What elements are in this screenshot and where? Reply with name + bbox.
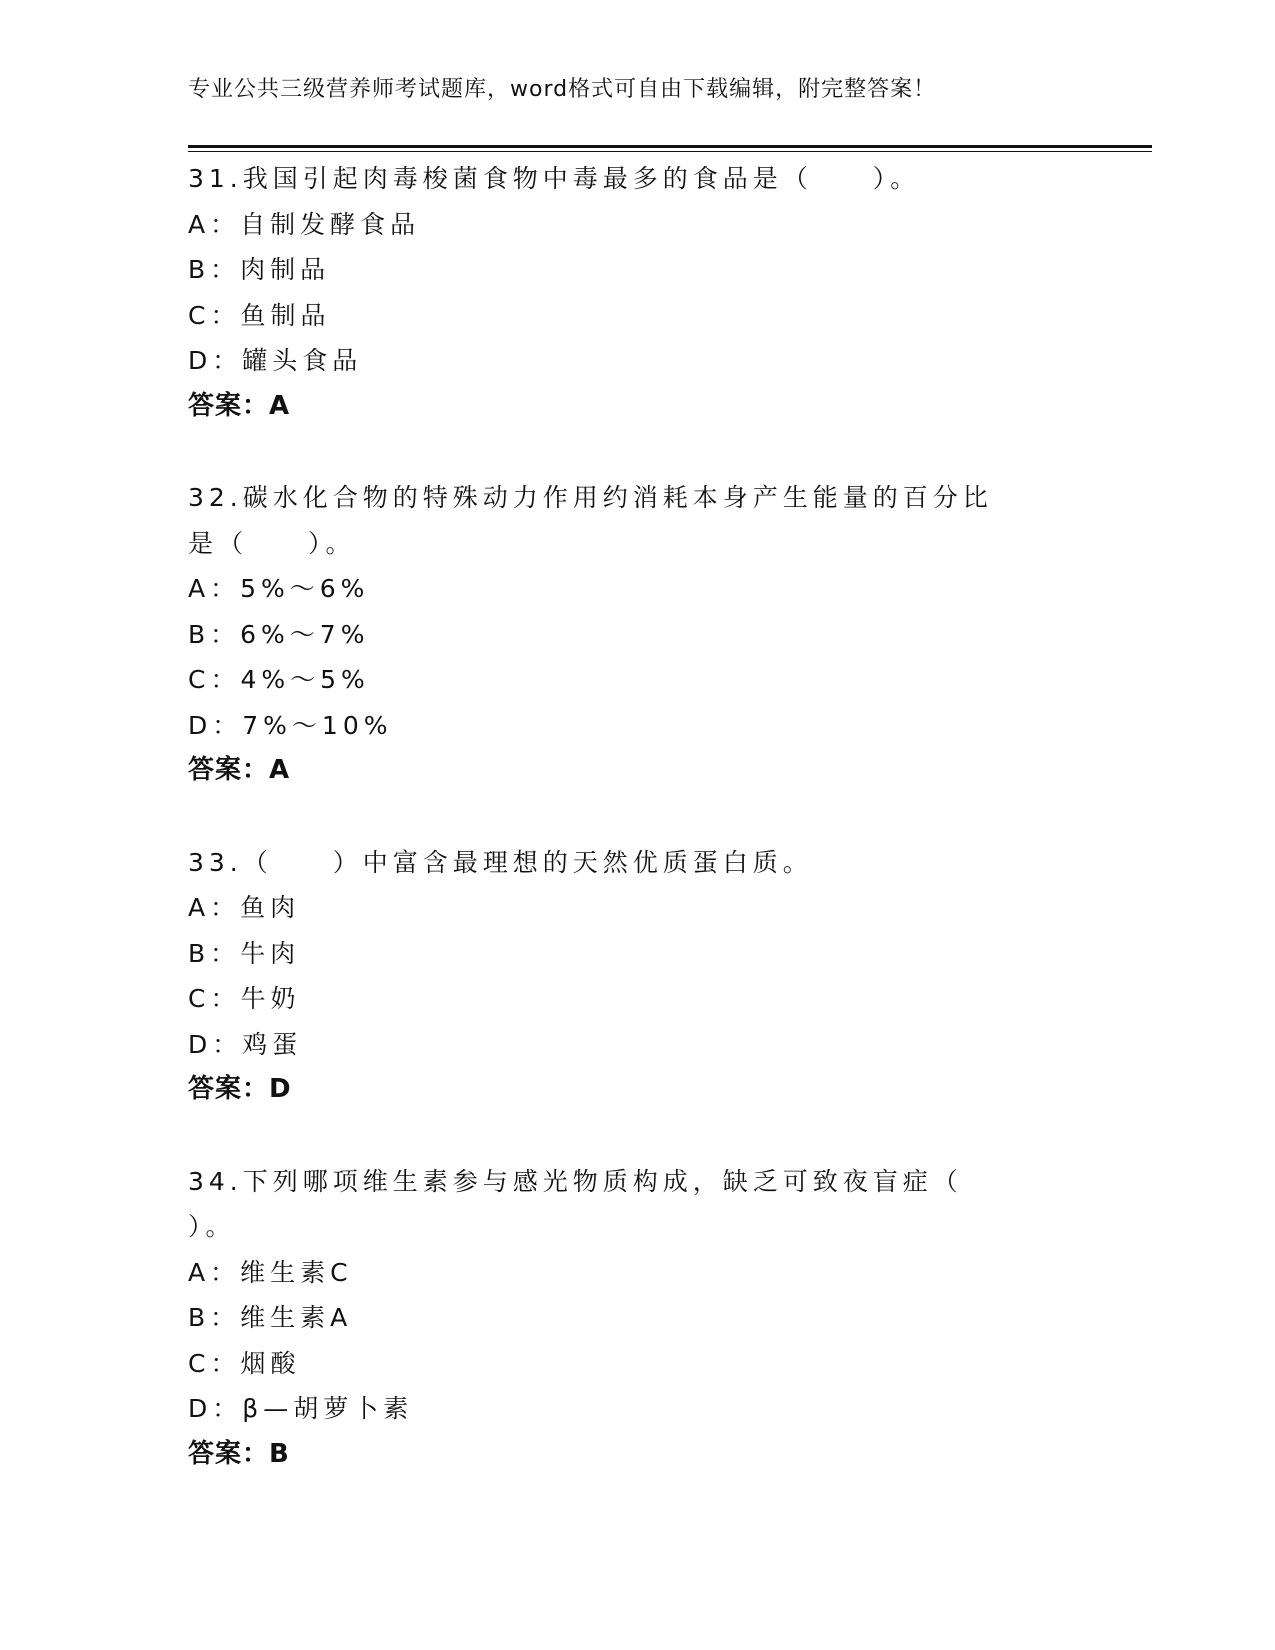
option-c: C：鱼制品 [188,300,331,330]
option-d: D：β—胡萝卜素 [188,1394,414,1423]
answer-line: 答案：A [188,390,291,421]
question-stem: 33.（ ）中富含最理想的天然优质蛋白质。 [188,847,813,877]
option-a: A：5%～6% [188,574,370,603]
question-stem: 34.下列哪项维生素参与感光物质构成，缺乏可致夜盲症（ ）。 [188,1166,1023,1241]
option-b: B：6%～7% [188,619,370,649]
option-c: C：烟酸 [188,1348,301,1378]
option-a: A：自制发酵食品 [188,209,421,239]
question-33 [188,840,1068,1113]
option-b: B：肉制品 [188,255,331,284]
option-b: B：维生素A [188,1303,353,1332]
option-d: D：7%～10% [188,710,393,740]
question-stem: 32.碳水化合物的特殊动力作用约消耗本身产生能量的百分比是（ ）。 [188,483,993,558]
page-header: 专业公共三级营养师考试题库，word格式可自由下载编辑，附完整答案！ [188,77,937,102]
option-c: C：4%～5% [188,665,370,694]
option-d: D：鸡蛋 [188,1029,303,1059]
answer-line: 答案：D [188,1074,292,1104]
question-32 [188,475,1068,794]
option-c: C：牛奶 [188,984,301,1013]
answer-line: 答案：B [188,1438,290,1469]
option-a: A：鱼肉 [188,893,301,922]
question-stem: 31.我国引起肉毒梭菌食物中毒最多的食品是（ ）。 [188,164,921,193]
option-a: A：维生素C [188,1257,353,1287]
question-list [188,156,1068,1523]
header-divider-thick [188,145,1152,148]
option-d: D：罐头食品 [188,346,363,375]
option-b: B：牛肉 [188,938,301,968]
question-31 [188,156,1068,429]
header-divider-thin [188,151,1152,152]
answer-line: 答案：A [188,755,291,785]
question-34 [188,1159,1068,1478]
